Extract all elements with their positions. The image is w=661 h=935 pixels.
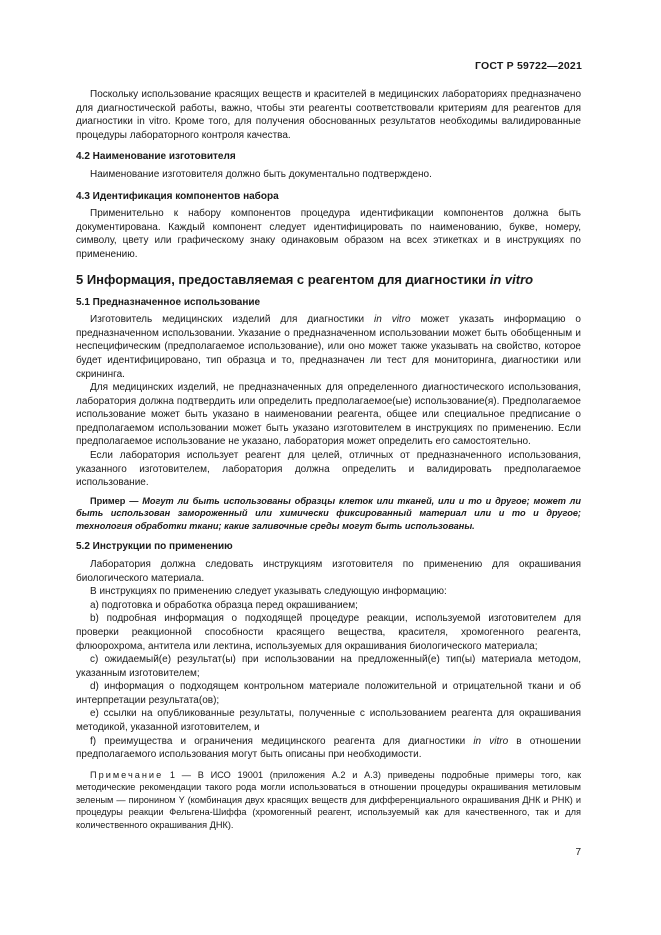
text-italic: in vitro [473, 735, 509, 747]
section-5-1-p1 [76, 313, 581, 381]
section-5-2-title: 5.2 Инструкции по применению [76, 541, 233, 553]
intro-paragraph: Поскольку использование красящих веществ и красителей в медицинских лабораториях предназначено для диагностической работы, важно, чтобы эти реагенты соответствовали критериям для реагентов для диагностики in vitro. Кроме того, для получения обоснованных результатов необходимы валидированные процедуры лабораторного контроля качества. [76, 89, 581, 141]
page-content [76, 88, 581, 831]
text-italic: in vitro [374, 314, 411, 326]
page-number: 7 [575, 847, 581, 858]
text-run: f) преимущества и ограничения медицинского реагента для диагностики [90, 735, 474, 747]
section-5-2-p1: Лаборатория должна следовать инструкциям изготовителя по применению для окрашивания биологического материала. [76, 558, 581, 584]
standard-header: ГОСТ Р 59722—2021 [474, 60, 582, 72]
note-lead: Примечание [90, 769, 164, 780]
text-run: может указать информацию о предназначенном использовании. Указание о предназначенном использовании может быть обобщенным и неспецифическим (предполагаемое использование), или оно может также указывать на свойство, которое будет идентифицировано, тип образца и то, предназначен ли тест для мониторинга, диагностики или скрининга. [76, 314, 581, 380]
list-item-e: e) ссылки на опубликованные результаты, полученные с использованием реагента для окрашивания методикой, указанной изготовителем, и [76, 708, 581, 734]
section-5-1-p2: Для медицинских изделий, не предназначенных для определенного диагностического использования, лаборатория должна подтвердить или определить предполагаемое(ые) использование(я). Предполагаемое использование может быть указано в наименовании реагента, общее или специальное предписание о предполагаемом использовании может быть указано изготовителем в инструкциях по применению. Если предполагаемое использование не указано, лаборатория может определить его самостоятельно. [76, 382, 581, 448]
list-item-b: b) подробная информация о подходящей процедуре реакции, используемой изготовителем для проверки реакционной способности красящего вещества, красителя, хромогенного реагента, флюорохрома, антитела или лектина, используемых для окрашивания биологического материала; [76, 613, 581, 652]
list-item-d: d) информация о подходящем контрольном материале положительной и отрицательной ткани и об интерпретации результата(ов); [76, 681, 581, 706]
note-block [76, 769, 581, 832]
section-5-title [76, 272, 581, 288]
note-text: 1 — В ИСО 19001 (приложения А.2 и А.3) приведены подробные примеры того, как методические рекомендации такого рода могли использоваться в отношении процедуры окрашивания метиловым зеленым — пиронином Y (комбинация двух красящих веществ для дифференциального окрашивания ДНК и РНК) и процедуры реакции Фельгена-Шиффа (хромогенный реагент, используемый как для качественного, так и для количественного окрашивания ДНК). [76, 769, 581, 830]
example-block [76, 495, 581, 533]
list-item-a: a) подготовка и обработка образца перед окрашиванием; [90, 599, 358, 611]
list-item-c: c) ожидаемый(е) результат(ы) при использовании на предложенный(е) тип(ы) материала методом, указанным изготовителем; [76, 654, 581, 679]
section-5-1-title: 5.1 Предназначенное использование [76, 296, 261, 308]
text-run: в отношении предполагаемого использования могут быть описаны при необходимости. [76, 735, 582, 761]
section-4-2-text: Наименование изготовителя должно быть документально подтверждено. [90, 168, 432, 180]
section-4-2-title: 4.2 Наименование изготовителя [76, 151, 236, 163]
text-run: Изготовитель медицинских изделий для диагностики [90, 314, 375, 326]
section-4-3-text: Применительно к набору компонентов процедура идентификации компонентов должна быть документирована. Каждый компонент следует идентифицировать по наименованию, букве, номеру, символу, цвету или графическому знаку одинаковым образом на всех этикетках и в инструкциях по применению. [76, 208, 581, 260]
section-4-3-title: 4.3 Идентификация компонентов набора [76, 190, 279, 202]
section-5-1-p3: Если лаборатория использует реагент для целей, отличных от предназначенного использования, указанного изготовителем, лаборатория должна определить и валидировать предполагаемое использование. [76, 450, 581, 489]
list-item-f [76, 735, 581, 762]
section-5-title-text: 5 Информация, предоставляемая с реагентом для диагностики [76, 271, 490, 287]
section-5-2-p2: В инструкциях по применению следует указывать следующую информацию: [90, 586, 447, 598]
example-text: Могут ли быть использованы образцы клеток или тканей, или и то и другое; может ли быть использован замороженный или химически фиксированный материал или и то и другое; технология обработки ткани; какие заливочные среды могут быть использованы. [76, 495, 582, 531]
section-5-title-italic: in vitro [489, 271, 534, 287]
example-lead: Пример — [90, 495, 139, 506]
